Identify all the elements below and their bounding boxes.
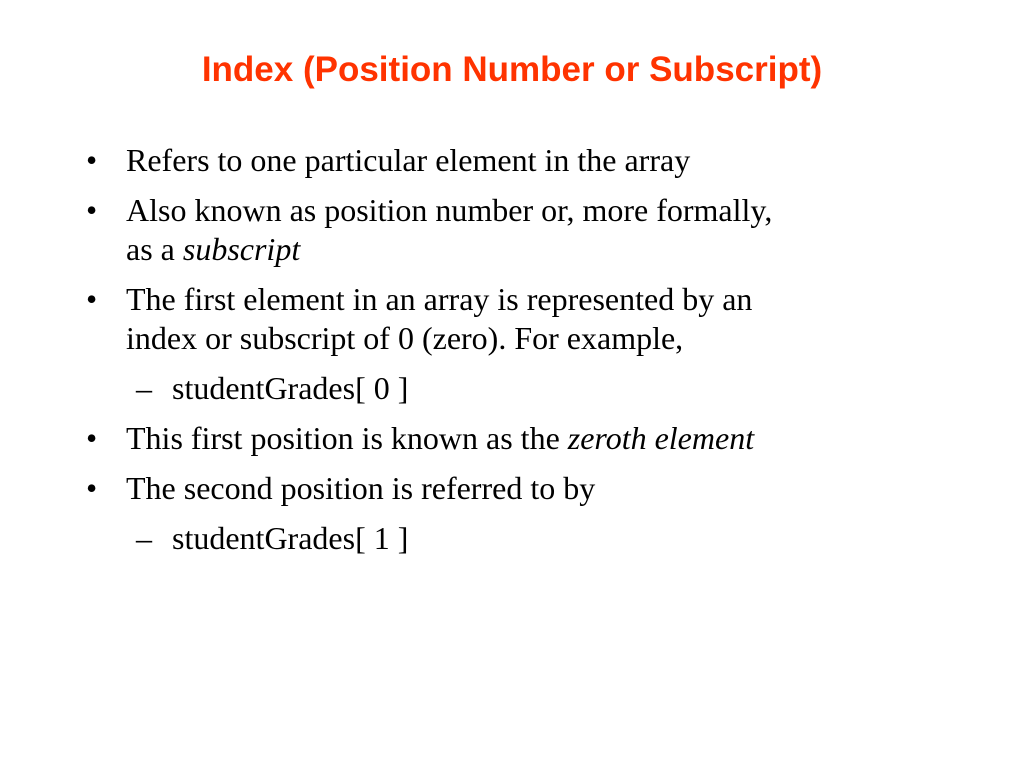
bullet-item [86, 280, 956, 358]
sub-bullet-item [86, 519, 956, 558]
bullet-text: The first element in an array is represented by an [126, 281, 753, 317]
bullet-icon: • [86, 470, 98, 506]
bullet-icon: • [86, 420, 98, 456]
sub-bullet-text: studentGrades[ 1 ] [172, 520, 409, 556]
bullet-text-continued: as a [126, 231, 183, 267]
bullet-text: This first position is known as the [126, 420, 568, 456]
bullet-text: The second position is referred to by [126, 470, 596, 506]
emphasis-text: subscript [182, 231, 301, 267]
bullet-text-continued: index or subscript of 0 (zero). For example, [126, 320, 684, 356]
sub-bullet-text: studentGrades[ 0 ] [172, 370, 409, 406]
dash-icon: – [136, 520, 152, 556]
bullet-list [86, 141, 956, 569]
bullet-text: Also known as position number or, more formally, [126, 192, 773, 228]
emphasis-text: zeroth element [567, 420, 755, 456]
bullet-item [86, 469, 956, 508]
slide-title: Index (Position Number or Subscript) [201, 50, 823, 89]
bullet-icon: • [86, 192, 98, 228]
bullet-text: Refers to one particular element in the array [126, 142, 691, 178]
bullet-icon: • [86, 281, 98, 317]
sub-bullet-item [86, 369, 956, 408]
bullet-item [86, 191, 956, 269]
bullet-item [86, 141, 956, 180]
bullet-item [86, 419, 956, 458]
bullet-icon: • [86, 142, 98, 178]
dash-icon: – [136, 370, 152, 406]
